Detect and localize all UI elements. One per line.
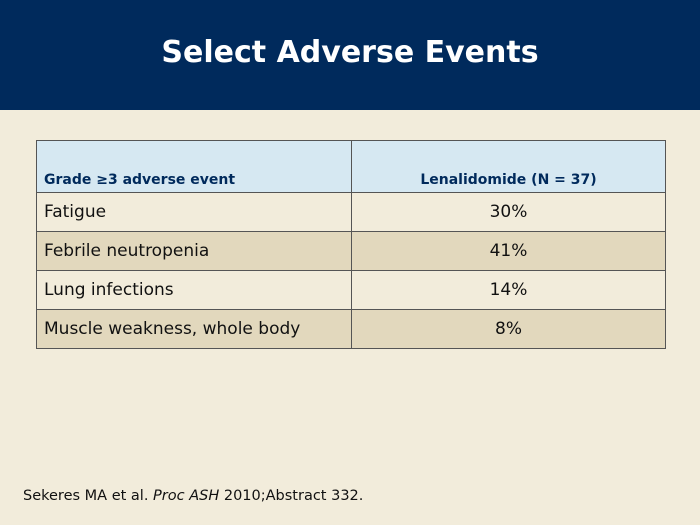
citation [23, 488, 363, 504]
citation-authors: Sekeres MA et al. [23, 488, 154, 504]
table-header-row [37, 141, 666, 193]
event-cell: Lung infections [37, 271, 352, 310]
event-cell: Muscle weakness, whole body [37, 310, 352, 349]
citation-journal: Proc ASH [153, 488, 220, 504]
value-cell: 8% [352, 310, 666, 349]
table-row [37, 310, 666, 349]
table-row [37, 271, 666, 310]
value-cell: 30% [352, 193, 666, 232]
table-row [37, 193, 666, 232]
event-cell: Febrile neutropenia [37, 232, 352, 271]
citation-details: 2010;Abstract 332. [219, 488, 364, 504]
slide-title: Select Adverse Events [161, 35, 539, 70]
value-cell: 41% [352, 232, 666, 271]
value-cell: 14% [352, 271, 666, 310]
column-header-lenalidomide: Lenalidomide (N = 37) [352, 141, 666, 193]
adverse-events-table [36, 140, 666, 349]
column-header-event: Grade ≥3 adverse event [37, 141, 352, 193]
event-cell: Fatigue [37, 193, 352, 232]
title-bar [0, 0, 700, 110]
table-row [37, 232, 666, 271]
